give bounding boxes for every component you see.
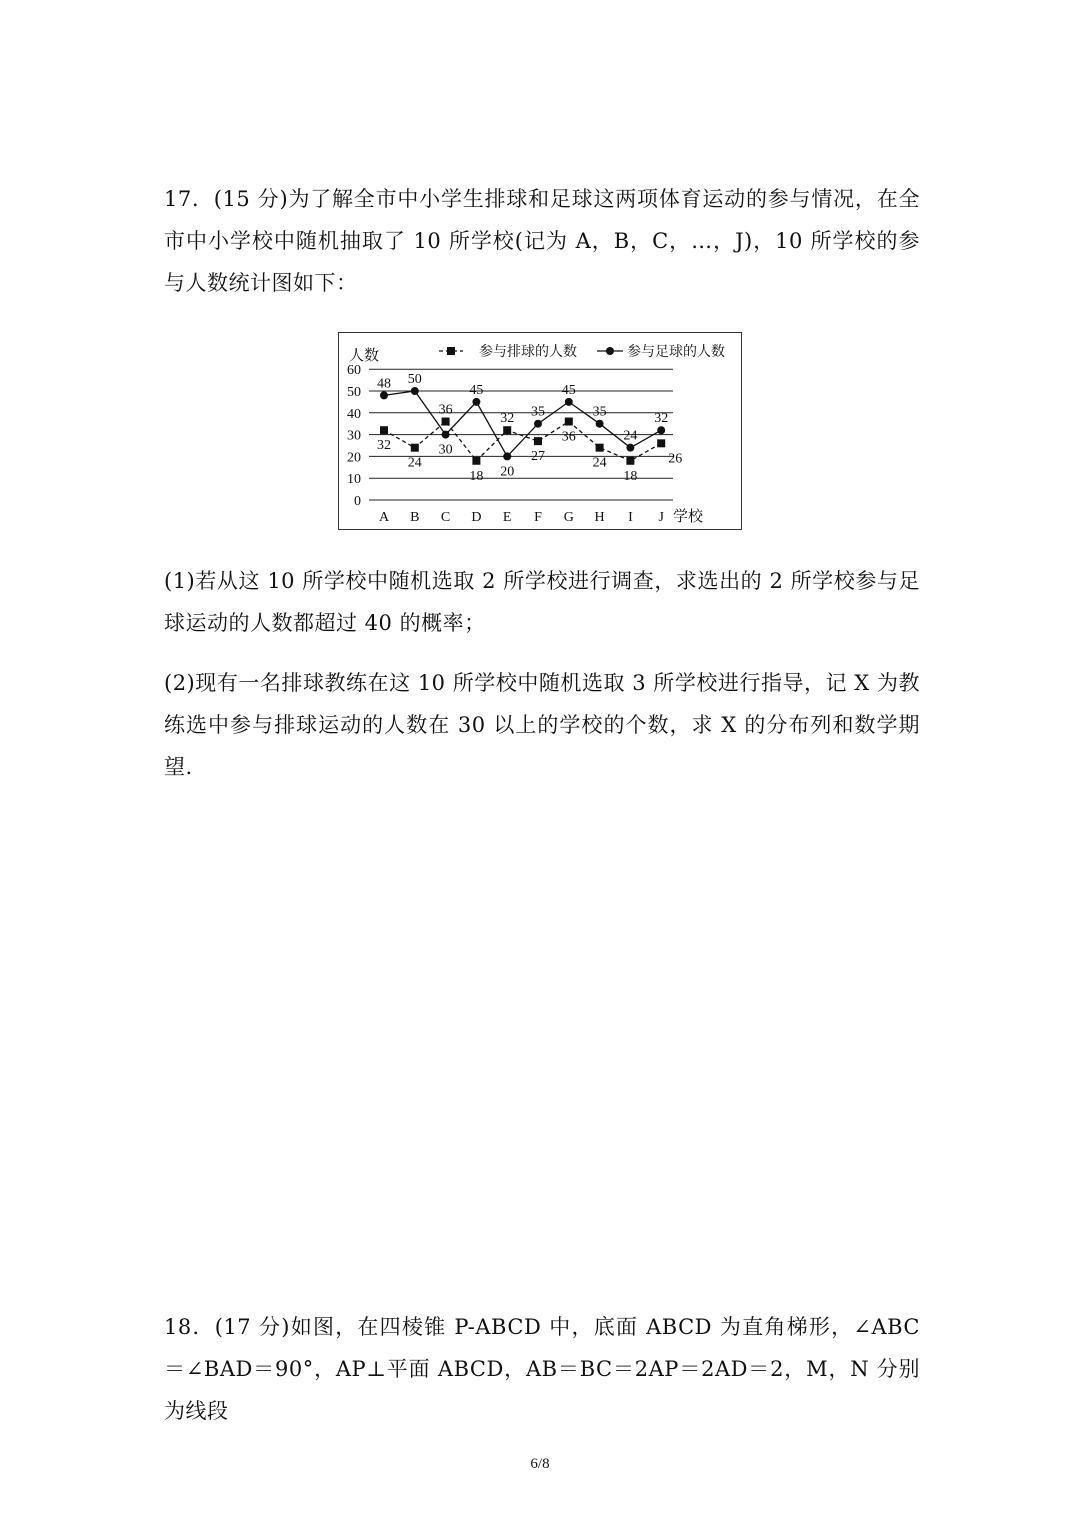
football-point — [503, 452, 511, 460]
question-17-text: 17．(15 分)为了解全市中小学生排球和足球这两项体育运动的参与情况，在全市中小学校中随机抽取了 10 所学校(记为 A，B，C，…，J)，10 所学校的参与人数统计图如下： — [164, 187, 920, 295]
question-17-part-2: (2)现有一名排球教练在这 10 所学校中随机选取 3 所学校进行指导，记 X 为教练选中参与排球运动的人数在 30 以上的学校的个数，求 X 的分布列和数学期望. — [164, 671, 920, 779]
volleyball-data-label: 18 — [623, 468, 638, 484]
x-tick-label: F — [534, 510, 542, 525]
volleyball-data-label: 32 — [500, 411, 515, 427]
football-data-label: 48 — [377, 376, 391, 392]
football-series-line — [384, 391, 661, 456]
question-17-part-1: (1)若从这 10 所学校中随机选取 2 所学校进行调查，求选出的 2 所学校参与足球运动的人数都超过 40 的概率； — [164, 569, 920, 635]
volleyball-point — [472, 457, 480, 465]
football-data-label: 20 — [500, 464, 515, 480]
football-data-label: 50 — [407, 372, 422, 387]
x-tick-label: E — [502, 510, 512, 525]
volleyball-point — [565, 418, 573, 426]
x-tick-label: J — [658, 510, 664, 525]
legend-volleyball-label: 参与排球的人数 — [479, 345, 577, 360]
x-tick-label: A — [378, 510, 390, 525]
volleyball-point — [626, 457, 634, 465]
y-tick-label: 30 — [347, 428, 361, 444]
volleyball-data-label: 24 — [592, 455, 607, 471]
legend-volleyball-marker — [447, 347, 455, 355]
x-tick-label: H — [594, 510, 605, 525]
volleyball-data-label: 18 — [469, 468, 484, 484]
x-axis-label: 学校 — [673, 509, 704, 525]
volleyball-point — [534, 437, 542, 445]
y-tick-label: 60 — [347, 363, 361, 379]
y-tick-label: 40 — [347, 406, 361, 422]
volleyball-data-label: 26 — [668, 451, 683, 467]
football-data-label: 24 — [623, 428, 638, 444]
y-tick-label: 10 — [347, 472, 361, 488]
y-tick-label: 20 — [347, 450, 361, 466]
football-point — [442, 431, 450, 439]
football-point — [596, 420, 604, 428]
volleyball-point — [411, 444, 419, 452]
volleyball-data-label: 36 — [561, 429, 576, 445]
x-tick-label: C — [440, 510, 451, 525]
volleyball-data-label: 36 — [438, 402, 453, 418]
volleyball-point — [503, 426, 511, 434]
x-tick-label: B — [410, 510, 420, 525]
volleyball-point — [442, 418, 450, 426]
participation-chart — [338, 332, 742, 530]
question-18-text: 18．(17 分)如图，在四棱锥 P-ABCD 中，底面 ABCD 为直角梯形，∠ABC＝∠BAD＝90°，AP⊥平面 ABCD，AB＝BC＝2AP＝2AD＝2，M，N 分别为线段 — [164, 1315, 920, 1423]
football-data-label: 35 — [592, 404, 607, 420]
x-tick-label: G — [563, 510, 574, 525]
volleyball-data-label: 24 — [407, 455, 422, 471]
football-point — [534, 420, 542, 428]
football-point — [626, 444, 634, 452]
volleyball-point — [657, 439, 665, 447]
x-tick-label: I — [628, 510, 633, 525]
y-axis-label: 人数 — [349, 348, 380, 364]
chart-legend — [439, 343, 725, 360]
y-tick-label: 50 — [347, 385, 361, 400]
page-number: 6/8 — [530, 1456, 550, 1472]
volleyball-point — [380, 426, 388, 434]
football-point — [411, 387, 419, 395]
football-point — [565, 398, 573, 406]
football-data-label: 45 — [469, 382, 484, 398]
volleyball-series-line — [384, 422, 661, 461]
football-data-label: 35 — [531, 404, 545, 420]
legend-football-label: 参与足球的人数 — [627, 345, 725, 360]
volleyball-data-label: 27 — [531, 449, 545, 465]
chart-svg — [339, 333, 741, 529]
football-data-label: 30 — [438, 442, 453, 458]
y-tick-label: 0 — [354, 494, 361, 509]
football-point — [472, 398, 480, 406]
football-point — [657, 426, 665, 434]
x-tick-label: D — [471, 510, 482, 525]
football-data-label: 32 — [654, 411, 669, 427]
volleyball-data-label: 32 — [377, 438, 391, 454]
football-point — [380, 391, 388, 399]
volleyball-point — [596, 444, 604, 452]
football-data-label: 45 — [561, 382, 576, 398]
legend-football-marker — [606, 347, 614, 355]
